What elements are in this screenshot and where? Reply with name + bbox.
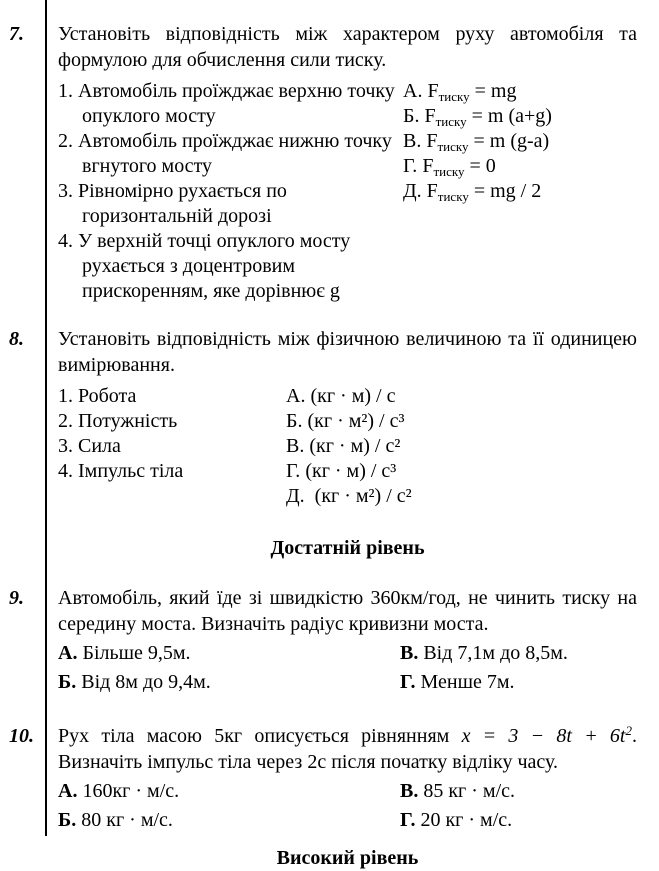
unit-option bbox=[286, 409, 637, 434]
equation-exponent: 2 bbox=[625, 723, 632, 738]
question-text: Автомобіль, який їде зі швидкістю 360км/год, не чинить тиску на середину моста. Визначіть радіус кривизни моста. bbox=[58, 587, 637, 635]
matching-right-column bbox=[286, 384, 637, 509]
formula-subscript: тиску bbox=[433, 164, 465, 179]
answer-option bbox=[58, 640, 400, 666]
answer-text: 160кг · м/с. bbox=[82, 780, 180, 802]
unit-text: (кг · м²) / с³ bbox=[307, 410, 405, 432]
question-8 bbox=[0, 326, 659, 509]
match-item-number: 3. bbox=[58, 180, 73, 202]
formula-option bbox=[403, 154, 637, 179]
answer-option bbox=[400, 807, 637, 833]
question-body bbox=[58, 21, 659, 304]
formula-subscript: тиску bbox=[435, 114, 467, 129]
question-number: 7. bbox=[9, 23, 24, 45]
matching-block bbox=[58, 79, 637, 304]
unit-text: (кг · м) / с³ bbox=[305, 460, 397, 482]
formula-option bbox=[403, 79, 637, 104]
answer-text: Від 7,1м до 8,5м. bbox=[423, 642, 568, 664]
match-item-number: 2. bbox=[58, 130, 73, 152]
matching-right-column bbox=[403, 79, 637, 304]
formula-letter: Д. bbox=[403, 180, 422, 202]
match-item-text: Автомобіль проїжджає нижню точку вгнутого мосту bbox=[78, 130, 392, 177]
answer-letter: В. bbox=[400, 780, 419, 802]
match-item-number: 4. bbox=[58, 230, 73, 252]
question-intro: Установіть відповідність між фізичною величиною та її одиницею вимірювання. bbox=[58, 328, 637, 376]
match-item bbox=[58, 409, 286, 434]
unit-letter: Б. bbox=[286, 410, 303, 432]
question-number: 10. bbox=[9, 725, 34, 747]
question-body bbox=[58, 723, 659, 833]
answer-letter: Г. bbox=[400, 671, 416, 693]
formula-letter: Б. bbox=[403, 105, 420, 127]
answer-text: 20 кг · м/с. bbox=[420, 809, 513, 831]
question-text: Рух тіла масою 5кг описується рівнянням $x = 3 - 8t + 6t^2$. Визначіть імпульс тіла через 2с після початку відліку часу. bbox=[58, 723, 637, 773]
formula-letter: А. bbox=[403, 80, 423, 102]
answer-text: Менше 7м. bbox=[420, 671, 515, 693]
formula-text: $F_{тиску} = m$ (g-a) bbox=[426, 130, 550, 154]
answer-option bbox=[400, 640, 637, 666]
formula-subscript: тиску bbox=[438, 89, 470, 104]
match-item-number: 1. bbox=[58, 385, 73, 407]
answer-option bbox=[58, 669, 400, 695]
matching-block bbox=[58, 384, 637, 509]
formula-text: $F_{тиску}$ = mg / 2 bbox=[426, 180, 542, 204]
match-item-text: Рівномірно рухається по горизонтальній дорозі bbox=[78, 180, 287, 227]
unit-text: (кг · м) / с² bbox=[309, 435, 401, 457]
answer-letter: В. bbox=[400, 642, 419, 664]
question-body bbox=[58, 585, 659, 695]
formula-letter: Г. bbox=[403, 155, 418, 177]
match-item bbox=[58, 79, 397, 129]
answer-letter: Б. bbox=[58, 809, 77, 831]
matching-left-column bbox=[58, 384, 286, 509]
question-number: 8. bbox=[9, 328, 24, 350]
question-9 bbox=[0, 585, 659, 695]
formula-subscript: тиску bbox=[437, 189, 469, 204]
formula-option bbox=[403, 129, 637, 154]
match-item bbox=[58, 384, 286, 409]
unit-letter: Д. bbox=[286, 485, 305, 507]
match-item-text: Імпульс тіла bbox=[78, 460, 184, 482]
formula-subscript: тиску bbox=[437, 139, 469, 154]
formula-text: $F_{тиску} = 0$ bbox=[422, 155, 496, 179]
answer-option bbox=[400, 669, 637, 695]
match-item bbox=[58, 229, 397, 304]
answer-letter: Г. bbox=[400, 809, 416, 831]
answer-text: Більше 9,5м. bbox=[82, 642, 191, 664]
formula-option bbox=[403, 179, 637, 204]
question-10 bbox=[0, 723, 659, 833]
unit-letter: А. bbox=[286, 385, 306, 407]
formula-letter: В. bbox=[403, 130, 422, 152]
answers-grid bbox=[58, 640, 637, 695]
match-item-text: У верхній точці опуклого мосту рухається з доцентровим прискоренням, яке дорівнює g bbox=[78, 230, 351, 302]
match-item bbox=[58, 179, 397, 229]
unit-text: (кг · м) / с bbox=[310, 385, 396, 407]
equation: $x = 3 - 8t + 6t^2$ bbox=[461, 723, 632, 747]
unit-option bbox=[286, 434, 637, 459]
vertical-rule bbox=[45, 0, 47, 836]
answer-option bbox=[58, 778, 400, 804]
formula-text: $F_{тиску}$ = mg bbox=[427, 80, 517, 104]
question-intro: Установіть відповідність між характером руху автомобіля та формулою для обчислення сили тиску. bbox=[58, 23, 637, 71]
answer-option bbox=[58, 807, 400, 833]
match-item-text: Автомобіль проїжджає верхню точку опуклого мосту bbox=[78, 80, 395, 127]
answer-text: Від 8м до 9,4м. bbox=[81, 671, 211, 693]
match-item bbox=[58, 459, 286, 484]
answer-option bbox=[400, 778, 637, 804]
formula-text: $F_{тиску} = m$ (a+g) bbox=[424, 105, 552, 129]
unit-letter: Г. bbox=[286, 460, 301, 482]
answer-letter: А. bbox=[58, 780, 78, 802]
match-item bbox=[58, 434, 286, 459]
unit-text: (кг · м²) / с² bbox=[314, 485, 412, 507]
question-7 bbox=[0, 21, 659, 304]
answer-text: 85 кг · м/с. bbox=[423, 780, 516, 802]
match-item-text: Сила bbox=[78, 435, 121, 457]
answer-text: 80 кг · м/с. bbox=[81, 809, 173, 831]
matching-left-column bbox=[58, 79, 403, 304]
answers-grid bbox=[58, 778, 637, 833]
unit-option bbox=[286, 459, 637, 484]
unit-letter: В. bbox=[286, 435, 305, 457]
match-item-number: 3. bbox=[58, 435, 73, 457]
formula-option bbox=[403, 104, 637, 129]
match-item-number: 2. bbox=[58, 410, 73, 432]
unit-option bbox=[286, 484, 637, 509]
match-item-text: Робота bbox=[78, 385, 137, 407]
question-body bbox=[58, 326, 659, 509]
footer-heading: Високий рівень bbox=[276, 847, 419, 869]
match-item-number: 4. bbox=[58, 460, 73, 482]
answer-letter: Б. bbox=[58, 671, 77, 693]
match-item-text: Потужність bbox=[78, 410, 178, 432]
match-item bbox=[58, 129, 397, 179]
answer-letter: А. bbox=[58, 642, 78, 664]
match-item-number: 1. bbox=[58, 80, 73, 102]
question-number: 9. bbox=[9, 587, 24, 609]
section-heading: Достатній рівень bbox=[270, 537, 425, 559]
unit-option bbox=[286, 384, 637, 409]
